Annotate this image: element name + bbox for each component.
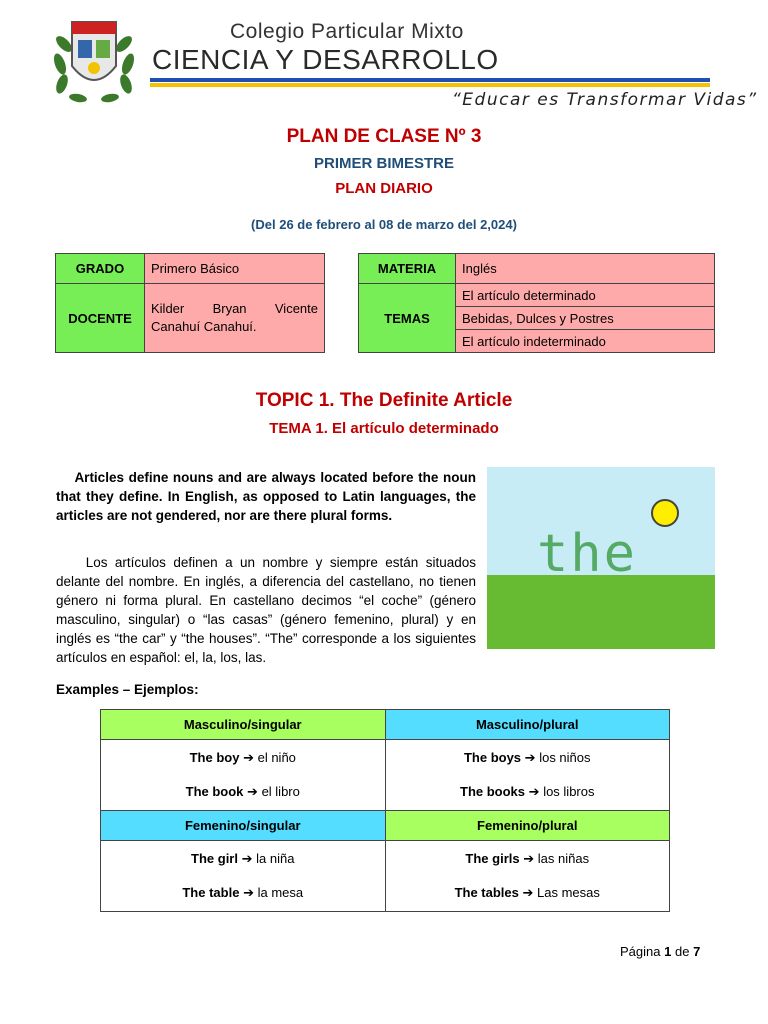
temas-label: TEMAS [359,284,456,353]
cell-masculine-singular [101,740,386,811]
school-slogan: “Educar es Transformar Vidas” [452,90,758,110]
example-row [387,876,669,910]
tema-item-1: El artículo determinado [456,284,715,307]
grado-value: Primero Básico [145,254,325,284]
page-total: 7 [693,944,701,959]
paragraph-english [56,468,476,525]
arrow-icon: ➔ [524,750,536,765]
illustration-sun [652,500,678,526]
plan-term: PRIMER BIMESTRE [313,155,454,172]
tema-item-3: El artículo indeterminado [456,330,715,353]
header-masculine-singular: Masculino/singular [101,710,386,740]
illustration-grass [487,575,715,649]
paragraph-spanish-text: Los artículos definen a un nombre y siempre están situados delante del nombre. En inglés, a diferencia del castellano, no tienen género ni forma plural. En castellano decimos “el coche” (género masculino, singular) o “las casas” (género femenino, plural) y en inglés es “the car” y “the houses”. “The” corresponde a los siguientes artículos en español: el, la, los, las. [56,555,477,665]
example-english: The book [185,784,244,799]
paragraph-spanish [56,553,476,667]
arrow-icon: ➔ [241,851,253,866]
example-spanish: las niñas [537,851,590,866]
example-row [102,741,384,775]
example-row [387,741,669,775]
topic-title-es: TEMA 1. El artículo determinado [269,420,499,437]
docente-value: Kilder Bryan Vicente Canahuí Canahuí. [145,284,325,353]
example-spanish: Las mesas [537,885,600,900]
example-spanish: la mesa [257,885,304,900]
arrow-icon: ➔ [243,750,254,765]
docente-label: DOCENTE [56,284,145,353]
example-row [102,876,384,910]
header-band-blue [150,78,710,82]
header-feminine-singular: Femenino/singular [101,811,386,841]
example-english: The tables [454,885,519,900]
school-name-line1: Colegio Particular Mixto [230,20,464,43]
tema-item-2: Bebidas, Dulces y Postres [456,307,715,330]
example-row [387,775,669,809]
header-feminine-plural: Femenino/plural [385,811,670,841]
header-masculine-plural: Masculino/plural [385,710,670,740]
arrow-icon: ➔ [243,885,254,900]
arrow-icon: ➔ [523,851,535,866]
cell-feminine-plural [385,841,670,912]
example-spanish: el libro [261,784,300,799]
cell-feminine-singular [101,841,386,912]
plan-type: PLAN DIARIO [335,180,433,197]
example-english: The books [460,784,526,799]
grado-label: GRADO [56,254,145,284]
school-name-line2: CIENCIA Y DESARROLLO [152,44,499,75]
arrow-icon: ➔ [247,784,258,799]
page-number [620,944,700,959]
example-spanish: los niños [539,750,591,765]
examples-label: Examples – Ejemplos: [56,682,199,697]
plan-dates: (Del 26 de febrero al 08 de marzo del 2,024) [251,217,517,232]
example-english: The boys [463,750,522,765]
page-of-word: de [674,944,690,959]
page-word: Página [620,944,661,959]
header-band-yellow [150,83,710,87]
info-table-right [358,253,715,353]
example-english: The boy [189,750,240,765]
materia-label: MATERIA [359,254,456,284]
example-row [102,842,384,876]
page-current: 1 [664,944,672,959]
plan-title: PLAN DE CLASE Nº 3 [286,126,482,147]
paragraph-english-text: Articles define nouns and are always located before the noun that they define. In English, as opposed to Latin languages, the articles are not gendered, nor are there plural forms. [56,470,476,523]
school-seal-logo [48,14,140,106]
example-spanish: el niño [257,750,296,765]
arrow-icon: ➔ [528,784,540,799]
the-word-illustration [487,467,715,649]
example-row [102,775,384,809]
example-english: The girls [465,851,520,866]
topic-title-en: TOPIC 1. The Definite Article [255,390,513,411]
examples-table [100,709,670,912]
example-spanish: la niña [256,851,295,866]
info-table-left [55,253,325,353]
illustration-word: the [537,524,637,584]
arrow-icon: ➔ [522,885,534,900]
example-english: The girl [191,851,238,866]
example-row [387,842,669,876]
materia-value: Inglés [456,254,715,284]
cell-masculine-plural [385,740,670,811]
example-spanish: los libros [543,784,595,799]
example-english: The table [182,885,240,900]
